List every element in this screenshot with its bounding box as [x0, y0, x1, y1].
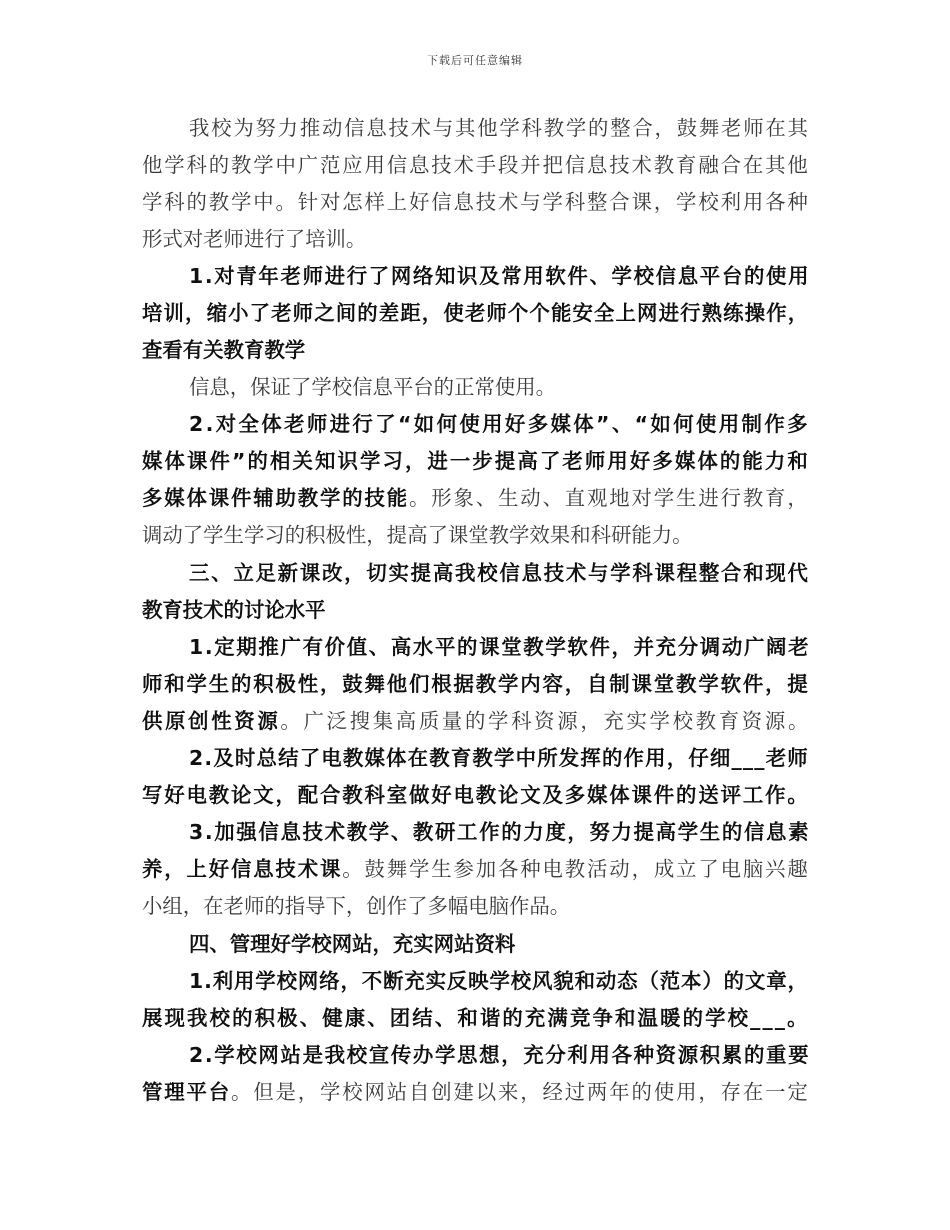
line-text-segment: 养，上好信息技术课: [142, 857, 343, 881]
line-text-segment: 写好电教论文，配合教科室做好电教论文及多媒体课件的送评工作。: [142, 783, 810, 807]
paragraph-line: [142, 707, 811, 735]
paragraph-line: [142, 151, 810, 179]
line-text-segment: 形式对老师进行了培训。: [142, 227, 367, 251]
line-text-segment: 1.定期推广有价值、高水平的课堂教学软件，并充分调动广阔老: [189, 635, 811, 659]
line-text-segment: 管理平台: [142, 1080, 232, 1104]
line-text-segment: 展现我校的积极、健康、团结、和谐的充满竞争和温暖的学校___。: [142, 1006, 810, 1030]
line-text-segment: 2.学校网站是我校宣传办学思想，充分利用各种资源积累的重要: [189, 1043, 811, 1067]
line-text-segment: 。广泛搜集高质量的学科资源，充实学校教育资源。: [280, 709, 812, 733]
paragraph-line: [189, 818, 810, 846]
line-text-segment: 师和学生的积极性，鼓舞他们根据教学内容，自制课堂教学软件，提: [142, 672, 810, 696]
line-text-segment: 3.加强信息技术教学、教研工作的力度，努力提高学生的信息素: [189, 820, 811, 844]
line-text-segment: 调动了学生学习的积极性，提高了课堂教学效果和科研能力。: [142, 523, 693, 547]
paragraph-line: [142, 225, 366, 253]
paragraph-line: [142, 781, 810, 809]
paragraph-line: [189, 1041, 810, 1069]
paragraph-line: [189, 744, 809, 772]
paragraph-line: [142, 670, 810, 698]
line-text-segment: 多媒体课件辅助教学的技能: [142, 486, 410, 510]
paragraph-line: [189, 410, 810, 438]
paragraph-line: [142, 521, 693, 549]
line-text-segment: 。但是，学校网站自创建以来，经过两年的使用，存在一定: [231, 1080, 810, 1104]
paragraph-line: [142, 892, 570, 920]
paragraph-line: [142, 299, 809, 327]
paragraph-line: [189, 262, 810, 290]
paragraph-line: [142, 1078, 810, 1106]
section-heading-line: [142, 596, 326, 624]
paragraph-line: [189, 967, 809, 995]
section-heading-line: [189, 559, 810, 587]
line-text-segment: 信息，保证了学校信息平台的正常使用。: [189, 375, 557, 399]
line-text-segment: 小组，在老师的指导下，创作了多幅电脑作品。: [142, 894, 571, 918]
paragraph-line: [142, 336, 305, 364]
line-text-segment: 我校为努力推动信息技术与其他学科教学的整合，鼓舞老师在其: [189, 116, 810, 140]
paragraph-line: [189, 114, 810, 142]
paragraph-line: [142, 447, 810, 475]
paragraph-line: [142, 1004, 810, 1032]
page-header-note: 下载后可任意编辑: [427, 54, 523, 67]
section-heading-line: [189, 930, 515, 958]
line-text-segment: 媒体课件”的相关知识学习，进一步提高了老师用好多媒体的能力和: [142, 449, 810, 473]
line-text-segment: 四、管理好学校网站，充实网站资料: [189, 932, 516, 956]
line-text-segment: 。形象、生动、直观地对学生进行教育，: [409, 486, 810, 510]
line-text-segment: 查看有关教育教学: [142, 338, 306, 362]
paragraph-line: [189, 373, 556, 401]
paragraph-line: [142, 188, 810, 216]
line-text-segment: 2.对全体老师进行了“如何使用好多媒体”、“如何使用制作多: [189, 412, 810, 436]
line-text-segment: 他学科的教学中广范应用信息技术手段并把信息技术教育融合在其他: [142, 153, 810, 177]
paragraph-line: [142, 855, 810, 883]
line-text-segment: 。鼓舞学生参加各种电教活动，成立了电脑兴趣: [342, 857, 810, 881]
line-text-segment: 1.利用学校网络，不断充实反映学校风貌和动态（范本）的文章，: [189, 969, 809, 993]
line-text-segment: 教育技术的讨论水平: [142, 598, 326, 622]
line-text-segment: 培训，缩小了老师之间的差距，使老师个个能安全上网进行熟练操作，: [142, 301, 810, 325]
line-text-segment: 三、立足新课改，切实提高我校信息技术与学科课程整合和现代: [189, 561, 810, 585]
line-text-segment: 2.及时总结了电教媒体在教育教学中所发挥的作用，仔细___老师: [189, 746, 809, 770]
line-text-segment: 供原创性资源: [142, 709, 281, 733]
paragraph-line: [189, 633, 810, 661]
paragraph-line: [142, 484, 810, 512]
line-text-segment: 学科的教学中。针对怎样上好信息技术与学科整合课，学校利用各种: [142, 190, 810, 214]
line-text-segment: 1.对青年老师进行了网络知识及常用软件、学校信息平台的使用: [189, 264, 811, 288]
